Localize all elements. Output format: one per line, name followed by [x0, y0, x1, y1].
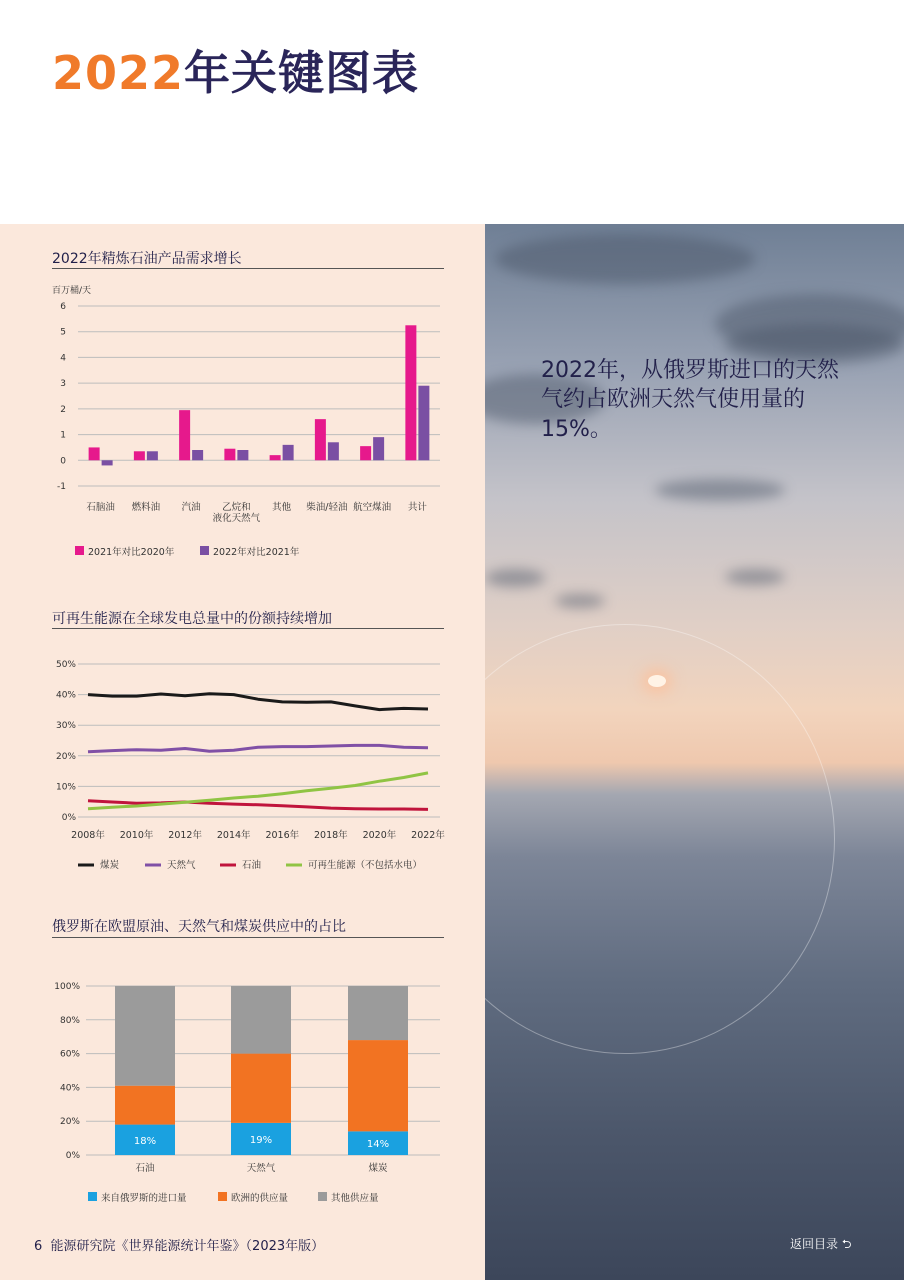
chart3-ytick-label: 20%: [59, 1117, 80, 1128]
page-number: 6: [34, 1239, 43, 1254]
back-to-contents-link[interactable]: 返回目录 ⮌: [790, 1237, 852, 1251]
chart3-data-label: 18%: [133, 1135, 157, 1147]
callout-text: 2022年，从俄罗斯进口的天然气约占欧洲天然气使用量的15%。: [541, 358, 839, 442]
chart2-ytick-label: 50%: [55, 660, 76, 670]
chart1-bar: [283, 445, 294, 460]
chart3-ytick-label: 0%: [65, 1151, 80, 1161]
chart2-ytick-label: 0%: [61, 813, 76, 823]
chart1-xtick-label: 液化天然气: [212, 513, 261, 524]
chart3-ytick-label: 100%: [54, 982, 80, 992]
chart1-bar: [315, 419, 326, 460]
chart1-bar: [89, 447, 100, 460]
page-title-text: 年关键图表: [184, 46, 420, 100]
decorative-ring: [485, 624, 835, 1054]
chart1-ytick-label: 6: [60, 302, 66, 312]
chart1-ytick-label: 4: [60, 353, 66, 364]
cloud-shape: [725, 569, 785, 585]
publication-name: 能源研究院《世界能源统计年鉴》（2023年版）: [50, 1239, 325, 1254]
chart3-ytick-label: 80%: [59, 1015, 80, 1026]
cloud-shape: [495, 234, 755, 284]
chart1-bar: [328, 442, 339, 460]
chart3-data-label: 19%: [249, 1134, 273, 1146]
chart1-xtick-label: 石脑油: [86, 502, 115, 513]
cloud-shape: [555, 594, 605, 608]
chart2-xtick-label: 2016年: [265, 830, 300, 841]
chart2-xtick-label: 2008年: [71, 830, 105, 841]
chart1-bar: [237, 450, 248, 460]
chart1-bar: [405, 325, 416, 460]
chart1-bar: [147, 451, 158, 460]
chart1-xtick-label: 燃料油: [131, 502, 161, 513]
chart1-legend-label: 2021年对比2020年: [88, 547, 175, 558]
chart3-xtick-label: 天然气: [246, 1163, 276, 1174]
chart3-data-label: 14%: [366, 1139, 390, 1151]
chart3-bar-segment: [115, 986, 175, 1086]
chart1-ytick-label: 3: [60, 379, 66, 390]
chart2-line-coal: [88, 694, 428, 710]
chart2-xtick-label: 2012年: [168, 830, 202, 841]
chart3-legend-label: 其他供应量: [331, 1193, 379, 1204]
chart3-title: 俄罗斯在欧盟原油、天然气和煤炭供应中的占比: [52, 919, 346, 935]
chart1-xtick-label: 柴油/轻油: [306, 502, 348, 513]
chart1-bar: [418, 386, 429, 461]
chart2-ytick-label: 30%: [55, 721, 76, 732]
chart1-legend-label: 2022年对比2021年: [213, 547, 300, 558]
chart2-xtick-label: 2014年: [216, 830, 251, 841]
footer: [34, 1235, 324, 1254]
chart3-ytick-label: 60%: [59, 1049, 80, 1060]
chart1-bar: [224, 449, 235, 461]
cloud-shape: [655, 479, 785, 501]
chart1-xtick-label: 航空煤油: [353, 502, 392, 513]
chart1-xtick-label: 其他: [272, 502, 292, 513]
page-title-year: 2022: [52, 46, 185, 100]
chart1-bar: [270, 455, 281, 460]
chart2-title: 可再生能源在全球发电总量中的份额持续增加: [52, 611, 332, 627]
chart3-bar-segment: [348, 986, 408, 1040]
chart3-ytick-label: 40%: [59, 1083, 80, 1094]
chart3-bar-segment: [231, 1054, 291, 1123]
chart1-ytick-label: -1: [57, 482, 66, 492]
chart2-line-gas: [88, 745, 428, 751]
chart2-legend-label: 石油: [242, 860, 262, 871]
chart2-xtick-label: 2020年: [362, 830, 397, 841]
chart2-legend-label: 天然气: [167, 860, 196, 871]
chart1-xtick-label: 共计: [407, 502, 427, 513]
chart3-legend-swatch: [318, 1192, 327, 1201]
chart2-xtick-label: 2018年: [314, 830, 348, 841]
chart1-bar: [134, 451, 145, 460]
chart2-xtick-label: 2010年: [119, 830, 154, 841]
chart1-bar: [360, 446, 371, 460]
chart3-bar-segment: [231, 986, 291, 1054]
chart3-legend-label: 来自俄罗斯的进口量: [101, 1193, 187, 1204]
chart3-xtick-label: 石油: [135, 1163, 155, 1174]
chart3-legend-swatch: [88, 1192, 97, 1201]
chart1-title: 2022年精炼石油产品需求增长: [52, 251, 242, 267]
chart1-ytick-label: 2: [60, 404, 66, 415]
chart3-bar-segment: [115, 1086, 175, 1125]
chart2-ytick-label: 10%: [55, 782, 76, 793]
chart3-bar-segment: [348, 1040, 408, 1131]
cloud-shape: [485, 569, 545, 587]
chart1-bar: [102, 460, 113, 465]
chart2-legend-label: 煤炭: [100, 860, 120, 871]
chart1-legend-swatch: [75, 546, 84, 555]
chart1-xtick-label: 乙烷和: [222, 502, 251, 513]
chart3-legend-label: 欧洲的供应量: [231, 1193, 289, 1204]
chart1-legend-swatch: [200, 546, 209, 555]
chart1-xtick-label: 汽油: [181, 502, 201, 513]
sun: [648, 675, 666, 687]
chart3-legend-swatch: [218, 1192, 227, 1201]
chart1-ytick-label: 1: [60, 430, 66, 441]
chart2-legend-label: 可再生能源（不包括水电）: [308, 860, 423, 871]
chart2-ytick-label: 40%: [55, 690, 76, 701]
chart1-ytick-label: 5: [60, 327, 66, 338]
chart1-bar: [192, 450, 203, 460]
chart1-ytick-label: 0: [60, 456, 66, 467]
chart2-xtick-label: 2022年: [411, 830, 445, 841]
chart3-xtick-label: 煤炭: [368, 1163, 388, 1174]
chart1-bar: [179, 410, 190, 460]
chart2-ytick-label: 20%: [55, 751, 76, 762]
chart1-bar: [373, 437, 384, 460]
chart1-ylabel: 百万桶/天: [52, 286, 92, 296]
